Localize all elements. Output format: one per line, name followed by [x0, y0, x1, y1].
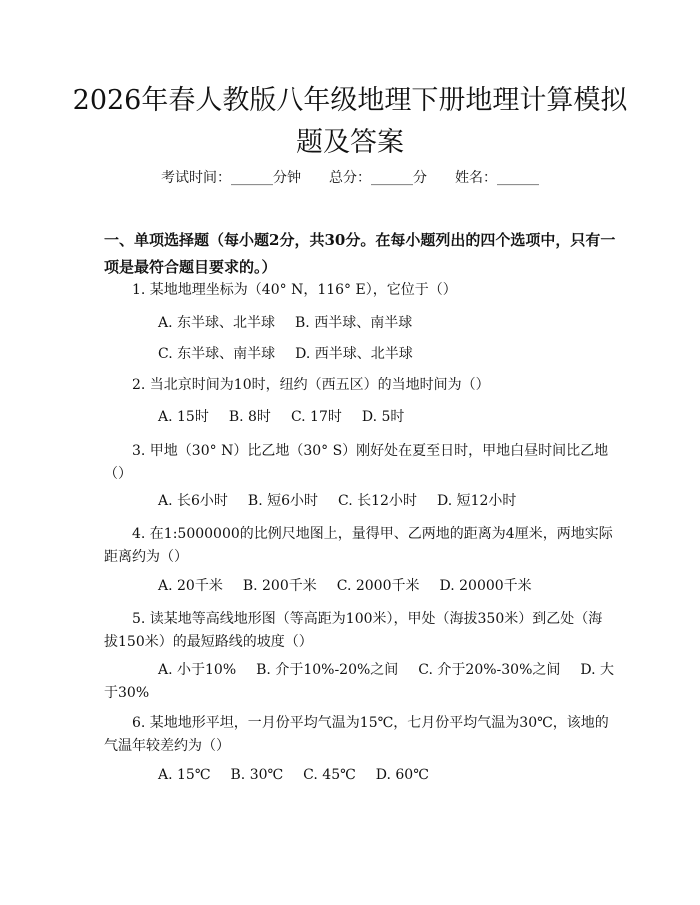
option-d: D. 短12小时 — [436, 493, 517, 509]
option-a: A. 小于10% — [158, 662, 237, 678]
option-a: A. 15℃ — [158, 767, 211, 783]
question-2-stem: 2. 当北京时间为10时，纽约（西五区）的当地时间为（） — [132, 377, 490, 393]
question-5-stem: 5. 读某地等高线地形图（等高距为100米），甲处（海拔350米）到乙处（海拔150米）的最短路线的坡度（） — [104, 611, 603, 650]
option-c: C. 17时 — [290, 409, 342, 425]
page-title: 2026年春人教版八年级地理下册地理计算模拟题及答案 — [72, 85, 628, 158]
question-5-options — [104, 659, 614, 705]
total-score-field: 总分：______分 — [329, 170, 427, 186]
section-heading: 一、单项选择题（每小题2分，共30分。在每小题列出的四个选项中，只有一项是最符合题目要求的。） — [104, 231, 616, 276]
option-b: B. 短6小时 — [247, 493, 319, 509]
option-c: C. 长12小时 — [338, 493, 417, 509]
option-b: B. 8时 — [228, 409, 271, 425]
option-c: C. 介于20%-30%之间 — [418, 662, 561, 678]
question-1-options-row-2 — [158, 343, 413, 366]
option-d: D. 5时 — [361, 409, 405, 425]
option-c: C. 2000千米 — [336, 578, 420, 594]
question-3-stem: 3. 甲地（30° N）比乙地（30° S）刚好处在夏至日时，甲地白昼时间比乙地（） — [104, 443, 609, 482]
option-d: D. 20000千米 — [439, 578, 532, 594]
exam-info-line — [0, 168, 700, 188]
option-d: D. 西半球、北半球 — [295, 346, 413, 362]
option-a: A. 长6小时 — [158, 493, 228, 509]
option-c: C. 东半球、南半球 — [158, 346, 276, 362]
question-1-stem: 1. 某地地理坐标为（40° N，116° E），它位于（） — [132, 282, 457, 298]
option-b: B. 30℃ — [230, 767, 284, 783]
question-6-options — [158, 764, 429, 787]
option-c: C. 45℃ — [303, 767, 356, 783]
question-3-options — [158, 490, 516, 513]
option-b: B. 西半球、南半球 — [295, 315, 413, 331]
option-a: A. 15时 — [158, 409, 209, 425]
option-a: A. 20千米 — [158, 578, 223, 594]
option-b: B. 200千米 — [242, 578, 317, 594]
question-2-options — [158, 406, 404, 429]
option-d: D. 60℃ — [375, 767, 429, 783]
question-4-stem: 4. 在1:5000000的比例尺地图上，量得甲、乙两地的距离为4厘米，两地实际距离约为（） — [104, 526, 613, 565]
option-b: B. 介于10%-20%之间 — [256, 662, 399, 678]
question-1-options-row-1 — [158, 312, 412, 335]
option-d: D. 大于30% — [104, 662, 615, 701]
exam-time-field: 考试时间：______分钟 — [161, 170, 301, 186]
option-a: A. 东半球、北半球 — [158, 315, 276, 331]
name-field: 姓名：______ — [455, 170, 539, 186]
question-6-stem: 6. 某地地形平坦，一月份平均气温为15℃，七月份平均气温为30℃，该地的气温年较差约为（） — [104, 715, 609, 754]
question-4-options — [158, 575, 532, 598]
